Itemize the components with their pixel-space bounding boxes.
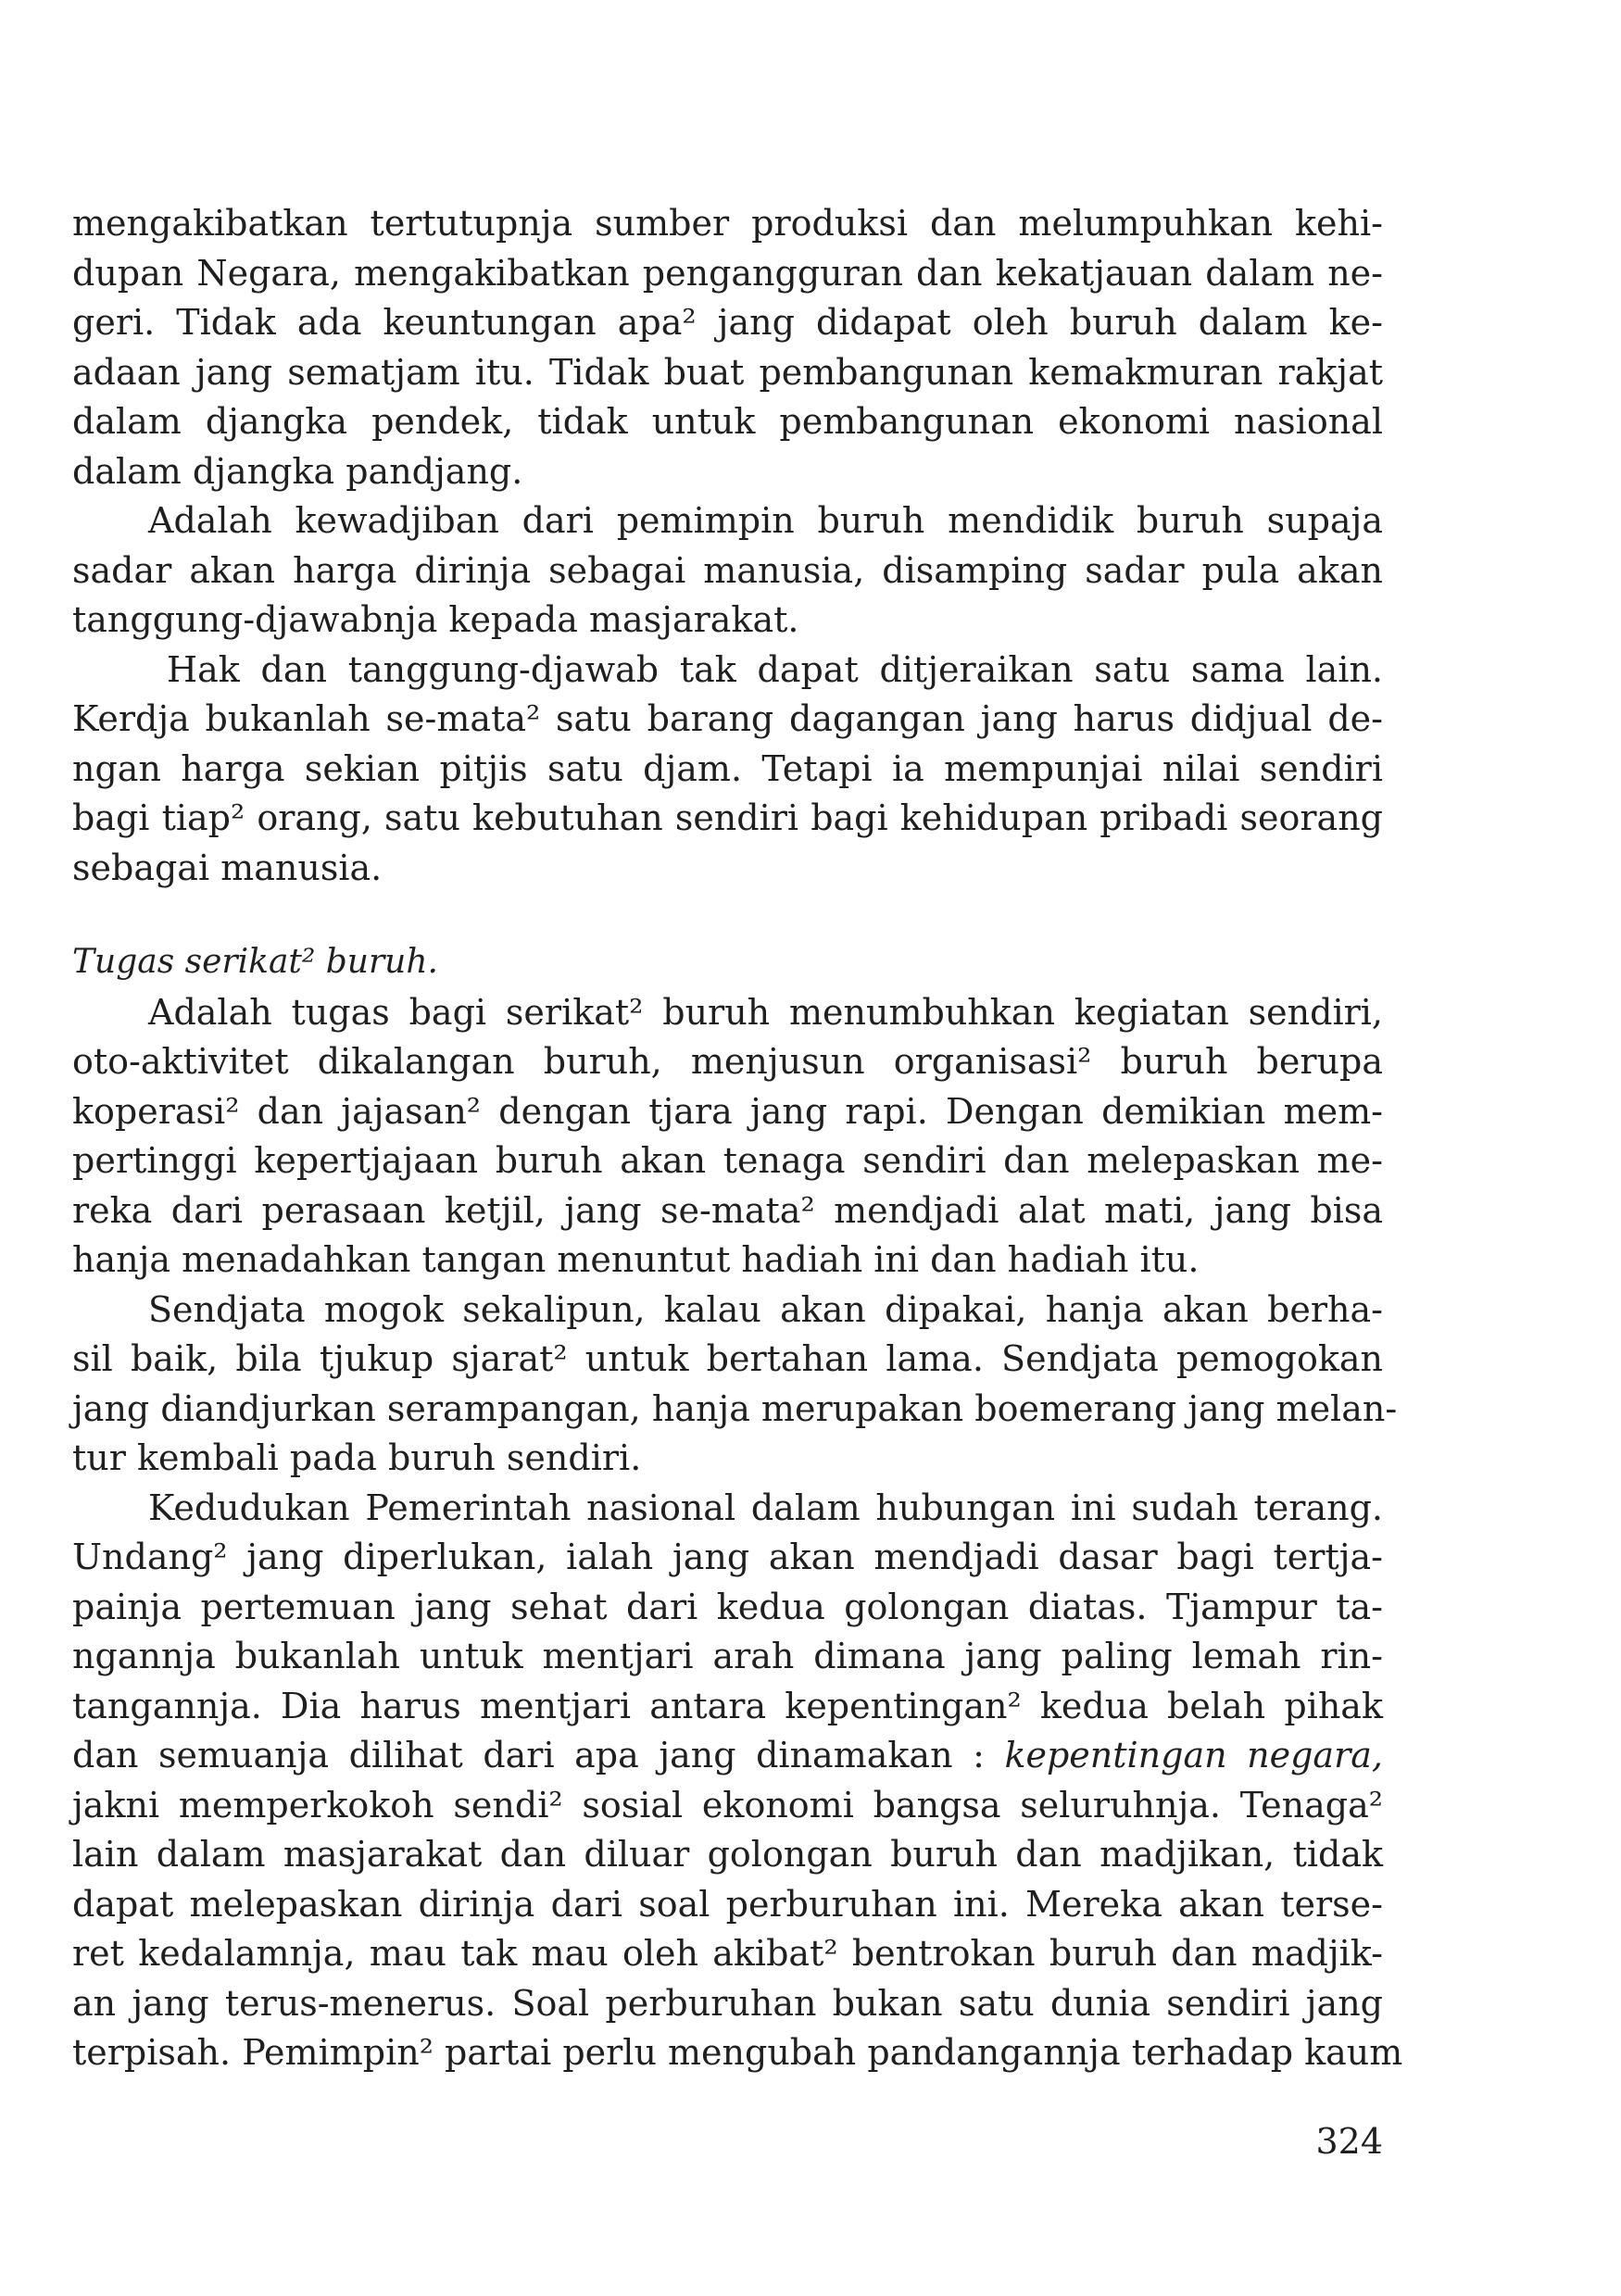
text-line: reka dari perasaan ketjil, jang se-mata² mendjadi alat mati, jang bisa: [72, 1190, 1383, 1231]
text-line: painja pertemuan jang sehat dari kedua golongan diatas. Tjampur ta-: [72, 1587, 1383, 1627]
text-line: jakni memperkokoh sendi² sosial ekonomi bangsa seluruhnja. Tenaga²: [72, 1785, 1383, 1826]
text-line: pertinggi kepertjajaan buruh akan tenaga sendiri dan melepaskan me-: [72, 1140, 1383, 1181]
text-line: Adalah tugas bagi serikat² buruh menumbuhkan kegiatan sendiri,: [148, 992, 1383, 1033]
text-line: geri. Tidak ada keuntungan apa² jang didapat oleh buruh dalam ke-: [72, 302, 1383, 343]
text-line: dapat melepaskan dirinja dari soal perburuhan ini. Mereka akan terse-: [72, 1884, 1383, 1925]
page-number: 324: [1315, 2121, 1383, 2162]
text-line: sadar akan harga dirinja sebagai manusia, disamping sadar pula akan: [72, 550, 1383, 591]
text-line: sil baik, bila tjukup sjarat² untuk bertahan lama. Sendjata pemogokan: [72, 1338, 1383, 1379]
text-line: bagi tiap² orang, satu kebutuhan sendiri bagi kehidupan pribadi seorang: [72, 797, 1383, 838]
text-line-with-italic: [72, 1730, 1383, 1780]
text-line: Hak dan tanggung-djawab tak dapat ditjeraikan satu sama lain.: [167, 649, 1383, 690]
text-line: dalam djangka pendek, tidak untuk pembangunan ekonomi nasional: [72, 401, 1383, 442]
text-line: Kedudukan Pemerintah nasional dalam hubungan ini sudah terang.: [148, 1487, 1383, 1528]
text-line: lain dalam masjarakat dan diluar golongan buruh dan madjikan, tidak: [72, 1834, 1383, 1875]
text-line: dalam djangka pandjang.: [72, 451, 523, 492]
text-line: sebagai manusia.: [72, 847, 383, 888]
text-line: an jang terus-menerus. Soal perburuhan bukan satu dunia sendiri jang: [72, 1983, 1383, 2024]
text-line: tur kembali pada buruh sendiri.: [72, 1437, 642, 1478]
text-line: mengakibatkan tertutupnja sumber produksi dan melumpuhkan kehi-: [72, 203, 1383, 244]
text-line: tanggung-djawabnja kepada masjarakat.: [72, 599, 799, 640]
text-segment: dan semuanja dilihat dari apa jang dinamakan :: [72, 1735, 985, 1775]
text-line: tangannja. Dia harus mentjari antara kepentingan² kedua belah pihak: [72, 1686, 1383, 1726]
text-line: ret kedalamnja, mau tak mau oleh akibat² bentrokan buruh dan madjik-: [72, 1933, 1383, 1974]
text-line: ngan harga sekian pitjis satu djam. Tetapi ia mempunjai nilai sendiri: [72, 748, 1383, 789]
text-line: Sendjata mogok sekalipun, kalau akan dipakai, hanja akan berha-: [148, 1289, 1383, 1330]
section-heading: Tugas serikat² buruh.: [72, 943, 438, 981]
text-line: Adalah kewadjiban dari pemimpin buruh mendidik buruh supaja: [148, 500, 1383, 541]
text-line: jang diandjurkan serampangan, hanja merupakan boemerang jang melan-: [72, 1388, 1398, 1429]
text-line: ngannja bukanlah untuk mentjari arah dimana jang paling lemah rin-: [72, 1636, 1383, 1676]
text-line: oto-aktivitet dikalangan buruh, menjusun organisasi² buruh berupa: [72, 1041, 1383, 1082]
text-line: koperasi² dan jajasan² dengan tjara jang rapi. Dengan demikian mem-: [72, 1091, 1383, 1132]
italic-phrase: kepentingan negara,: [1004, 1735, 1383, 1775]
text-line: hanja menadahkan tangan menuntut hadiah ini dan hadiah itu.: [72, 1239, 1200, 1280]
text-line: Undang² jang diperlukan, ialah jang akan mendjadi dasar bagi tertja-: [72, 1537, 1383, 1577]
text-line: Kerdja bukanlah se-mata² satu barang dagangan jang harus didjual de-: [72, 698, 1383, 739]
text-line: terpisah. Pemimpin² partai perlu mengubah pandangannja terhadap kaum: [72, 2032, 1403, 2073]
text-line: dupan Negara, mengakibatkan pengangguran dan kekatjauan dalam ne-: [72, 253, 1383, 294]
text-line: adaan jang sematjam itu. Tidak buat pembangunan kemakmuran rakjat: [72, 352, 1383, 393]
